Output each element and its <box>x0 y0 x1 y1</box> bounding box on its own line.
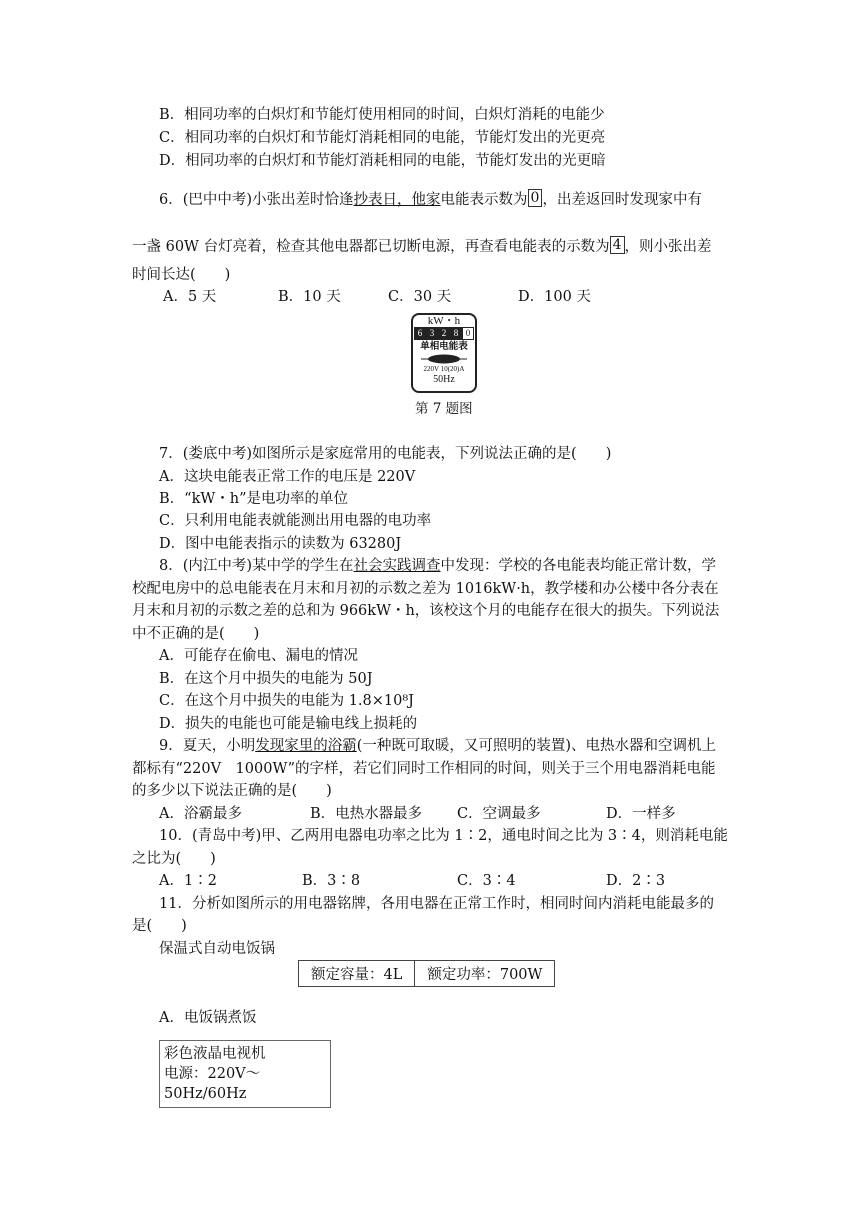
q10-stem-line2: 之比为( ) <box>132 851 216 867</box>
meter-digits <box>413 327 475 340</box>
electric-meter-figure <box>411 313 477 393</box>
meter-digit: 0 <box>462 327 474 340</box>
tv-title: 彩色液晶电视机 <box>164 1046 266 1062</box>
meter-rating: 220V 10(20)A <box>423 365 465 373</box>
meter-digit: 2 <box>438 327 450 340</box>
q8-option-c: C．在这个月中损失的电能为 1.8×10⁸J <box>159 693 414 709</box>
rated-power: 额定功率：700W <box>415 961 555 987</box>
q6-stem-line1: 6．(巴中中考)小张出差时恰逢抄表日，他家电能表示数为 0 ，出差返回时发现家中有 <box>159 190 702 208</box>
rice-cooker-title: 保温式自动电饭锅 <box>159 941 275 957</box>
meter-disc-icon <box>419 353 469 365</box>
q6-option-d: D．100 天 <box>518 289 591 305</box>
q10-option-b: B．3∶8 <box>302 873 361 889</box>
tv-power-supply: 电源：220V～50Hz/60Hz <box>164 1066 261 1102</box>
q8-stem-line3: 月末和月初的示数之差的总和为 966kW・h，该校这个月的电能存在很大的损失。下列说法 <box>132 603 720 619</box>
q8-stem-line4: 中不正确的是( ) <box>132 626 260 642</box>
rated-capacity: 额定容量：4L <box>299 961 415 987</box>
q9-option-d: D．一样多 <box>606 806 676 822</box>
q6-option-c: C．30 天 <box>388 289 452 305</box>
meter-name: 单相电能表 <box>420 341 468 352</box>
q6-option-a: A．5 天 <box>163 289 217 305</box>
q10-stem-line1: 10．(青岛中考)甲、乙两用电器电功率之比为 1∶2，通电时间之比为 3∶4，则消耗电能 <box>159 828 728 844</box>
rice-cooker-nameplate <box>298 960 555 987</box>
q7-option-c: C．只利用电能表就能测出用电器的电功率 <box>159 513 432 529</box>
meter-unit: kW・h <box>427 315 461 327</box>
q9-stem-line1: 9．夏天，小明发现家里的浴霸(一种既可取暖，又可照明的装置)、电热水器和空调机上 <box>159 738 717 754</box>
q7-option-d: D．图中电能表指示的读数为 63280J <box>159 536 402 552</box>
figure-caption: 第 7 题图 <box>415 401 473 417</box>
meter-reading-box: 4 <box>610 236 625 254</box>
q8-option-b: B．在这个月中损失的电能为 50J <box>159 671 373 687</box>
q11-option-a: A．电饭锅煮饭 <box>159 1010 257 1026</box>
q7-option-a: A．这块电能表正常工作的电压是 220V <box>159 469 416 485</box>
q11-stem-line1: 11．分析如图所示的用电器铭牌，各用电器在正常工作时，相同时间内消耗电能最多的 <box>159 896 714 912</box>
meter-digit: 8 <box>450 327 462 340</box>
q6-stem-line3: 时间长达( ) <box>132 267 231 283</box>
underlined-text: 抄表日，他家 <box>353 192 441 208</box>
meter-frequency: 50Hz <box>433 374 455 385</box>
q5-option-b: B．相同功率的白炽灯和节能灯使用相同的时间，白炽灯消耗的电能少 <box>159 107 605 123</box>
q8-option-d: D．损失的电能也可能是输电线上损耗的 <box>159 716 418 732</box>
q9-stem-line2: 都标有“220V 1000W”的字样，若它们同时工作相同的时间，则关于三个用电器消耗电能 <box>132 761 716 777</box>
q10-option-d: D．2∶3 <box>606 873 666 889</box>
q5-option-c: C．相同功率的白炽灯和节能灯消耗相同的电能，节能灯发出的光更亮 <box>159 130 606 146</box>
tv-nameplate <box>159 1040 331 1108</box>
meter-reading-box: 0 <box>528 189 543 207</box>
q8-option-a: A．可能存在偷电、漏电的情况 <box>159 648 358 664</box>
q9-option-b: B．电热水器最多 <box>310 806 423 822</box>
q10-option-c: C．3∶4 <box>457 873 516 889</box>
q6-stem-line2: 一盏 60W 台灯亮着，检查其他电器都已切断电源，再查看电能表的示数为 4 ，则小张出差 <box>132 237 712 255</box>
q5-option-d: D．相同功率的白炽灯和节能灯消耗相同的电能，节能灯发出的光更暗 <box>159 153 606 169</box>
meter-digit: 6 <box>414 327 426 340</box>
q9-option-c: C．空调最多 <box>457 806 541 822</box>
q6-option-b: B．10 天 <box>278 289 341 305</box>
underlined-text: 社会实践调查 <box>353 558 441 574</box>
q10-option-a: A．1∶2 <box>159 873 217 889</box>
q9-option-a: A．浴霸最多 <box>159 806 242 822</box>
q7-option-b: B．“kW・h”是电功率的单位 <box>159 491 349 507</box>
underlined-text: 发现家里的浴霸 <box>255 738 357 754</box>
meter-digit: 3 <box>426 327 438 340</box>
q8-stem-line2: 校配电房中的总电能表在月末和月初的示数之差为 1016kW·h，教学楼和办公楼中各分表在 <box>132 581 719 597</box>
q7-stem: 7．(娄底中考)如图所示是家庭常用的电能表，下列说法正确的是( ) <box>159 446 612 462</box>
q8-stem-line1: 8．(内江中考)某中学的学生在社会实践调查中发现：学校的各电能表均能正常计数，学 <box>159 558 717 574</box>
q11-stem-line2: 是( ) <box>132 918 187 934</box>
q9-stem-line3: 的多少以下说法正确的是( ) <box>132 783 332 799</box>
